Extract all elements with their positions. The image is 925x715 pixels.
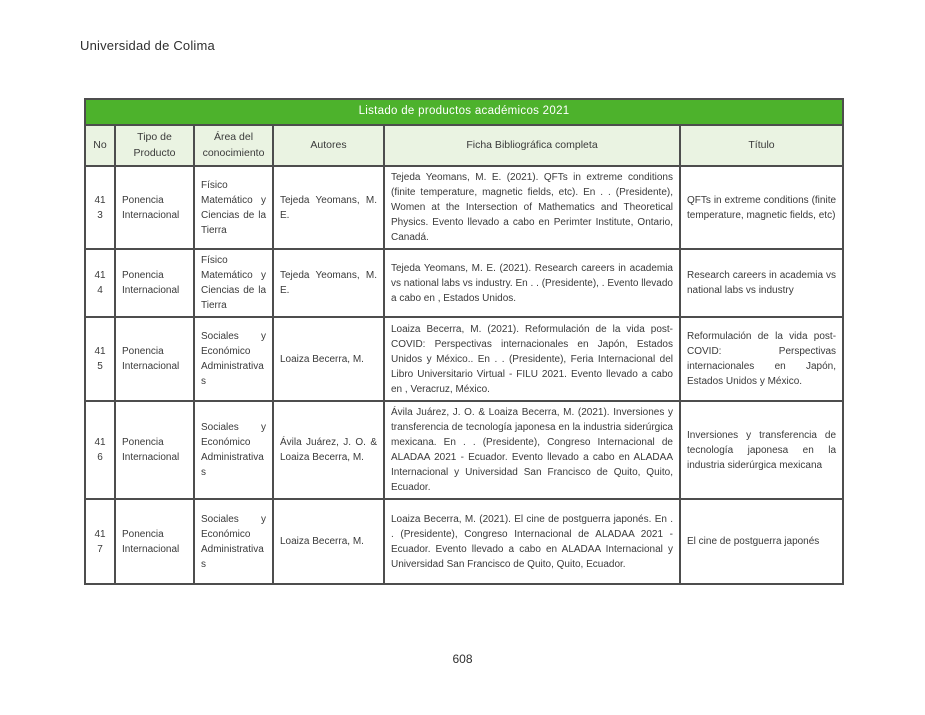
cell-autores: Loaiza Becerra, M. [273, 317, 384, 401]
column-header-ficha-bibliografica: Ficha Bibliográfica completa [384, 125, 680, 166]
academic-products-table [84, 98, 842, 585]
table-title-row [85, 99, 843, 125]
cell-no: 415 [85, 317, 115, 401]
cell-titulo: Reformulación de la vida post-COVID: Perspectivas internacionales en Japón, Estados Unidos y México. [680, 317, 843, 401]
cell-area-conocimiento: Sociales y Económico Administrativas [194, 317, 273, 401]
table-row [85, 317, 843, 401]
cell-titulo: Inversiones y transferencia de tecnología japonesa en la industria siderúrgica mexicana [680, 401, 843, 499]
table-row [85, 401, 843, 499]
column-header-titulo: Título [680, 125, 843, 166]
table-title: Listado de productos académicos 2021 [85, 99, 843, 125]
table-row [85, 166, 843, 249]
cell-autores: Tejeda Yeomans, M. E. [273, 249, 384, 317]
cell-no: 416 [85, 401, 115, 499]
cell-area-conocimiento: Sociales y Económico Administrativas [194, 401, 273, 499]
cell-ficha-bibliografica: Tejeda Yeomans, M. E. (2021). QFTs in extreme conditions (finite temperature, magnetic fields, etc). En . . (Presidente), Women at the Intersection of Mathematics and Theoretical Physics. Evento llevado a cabo en Perimter Institute, Ontario, Canadá. [384, 166, 680, 249]
cell-no: 417 [85, 499, 115, 584]
column-header-area-del-conocimiento: Área del conocimiento [194, 125, 273, 166]
cell-ficha-bibliografica: Ávila Juárez, J. O. & Loaiza Becerra, M. (2021). Inversiones y transferencia de tecnología japonesa en la industria siderúrgica mexicana. En . . (Presidente), Congreso Internacional de ALADAA 2021 - Ecuador. Evento llevado a cabo en ALADAA Internacional y Universidad San Francisco de Quito, Quito, Ecuador. [384, 401, 680, 499]
cell-titulo: QFTs in extreme conditions (finite temperature, magnetic fields, etc) [680, 166, 843, 249]
page-number: 608 [452, 652, 473, 666]
cell-area-conocimiento: Sociales y Económico Administrativas [194, 499, 273, 584]
cell-area-conocimiento: Físico Matemático y Ciencias de la Tierra [194, 249, 273, 317]
cell-titulo: Research careers in academia vs national labs vs industry [680, 249, 843, 317]
table-header-row [85, 125, 843, 166]
table-row [85, 249, 843, 317]
cell-area-conocimiento: Físico Matemático y Ciencias de la Tierra [194, 166, 273, 249]
table-row [85, 499, 843, 584]
cell-ficha-bibliografica: Loaiza Becerra, M. (2021). El cine de postguerra japonés. En . . (Presidente), Congreso Internacional de ALADAA 2021 - Ecuador. Evento llevado a cabo en ALADAA Internacional y Universidad San Francisco de Quito, Quito, Ecuador. [384, 499, 680, 584]
cell-autores: Tejeda Yeomans, M. E. [273, 166, 384, 249]
cell-tipo-producto: Ponencia Internacional [115, 499, 194, 584]
cell-ficha-bibliografica: Tejeda Yeomans, M. E. (2021). Research careers in academia vs national labs vs industry. En . . (Presidente), . Evento llevado a cabo en , Estados Unidos. [384, 249, 680, 317]
letterhead-university-name: Universidad de Colima [80, 38, 215, 53]
cell-ficha-bibliografica: Loaiza Becerra, M. (2021). Reformulación de la vida post-COVID: Perspectivas internacionales en Japón, Estados Unidos y México.. En . . (Presidente), Feria Internacional del Libro Universitario Virtual - FILU 2021. Evento llevado a cabo en , Veracruz, México. [384, 317, 680, 401]
cell-autores: Loaiza Becerra, M. [273, 499, 384, 584]
cell-titulo: El cine de postguerra japonés [680, 499, 843, 584]
cell-no: 413 [85, 166, 115, 249]
cell-tipo-producto: Ponencia Internacional [115, 401, 194, 499]
cell-autores: Ávila Juárez, J. O. & Loaiza Becerra, M. [273, 401, 384, 499]
column-header-no: No [85, 125, 115, 166]
cell-tipo-producto: Ponencia Internacional [115, 317, 194, 401]
cell-no: 414 [85, 249, 115, 317]
column-header-tipo-de-producto: Tipo de Producto [115, 125, 194, 166]
column-header-autores: Autores [273, 125, 384, 166]
cell-tipo-producto: Ponencia Internacional [115, 249, 194, 317]
cell-tipo-producto: Ponencia Internacional [115, 166, 194, 249]
